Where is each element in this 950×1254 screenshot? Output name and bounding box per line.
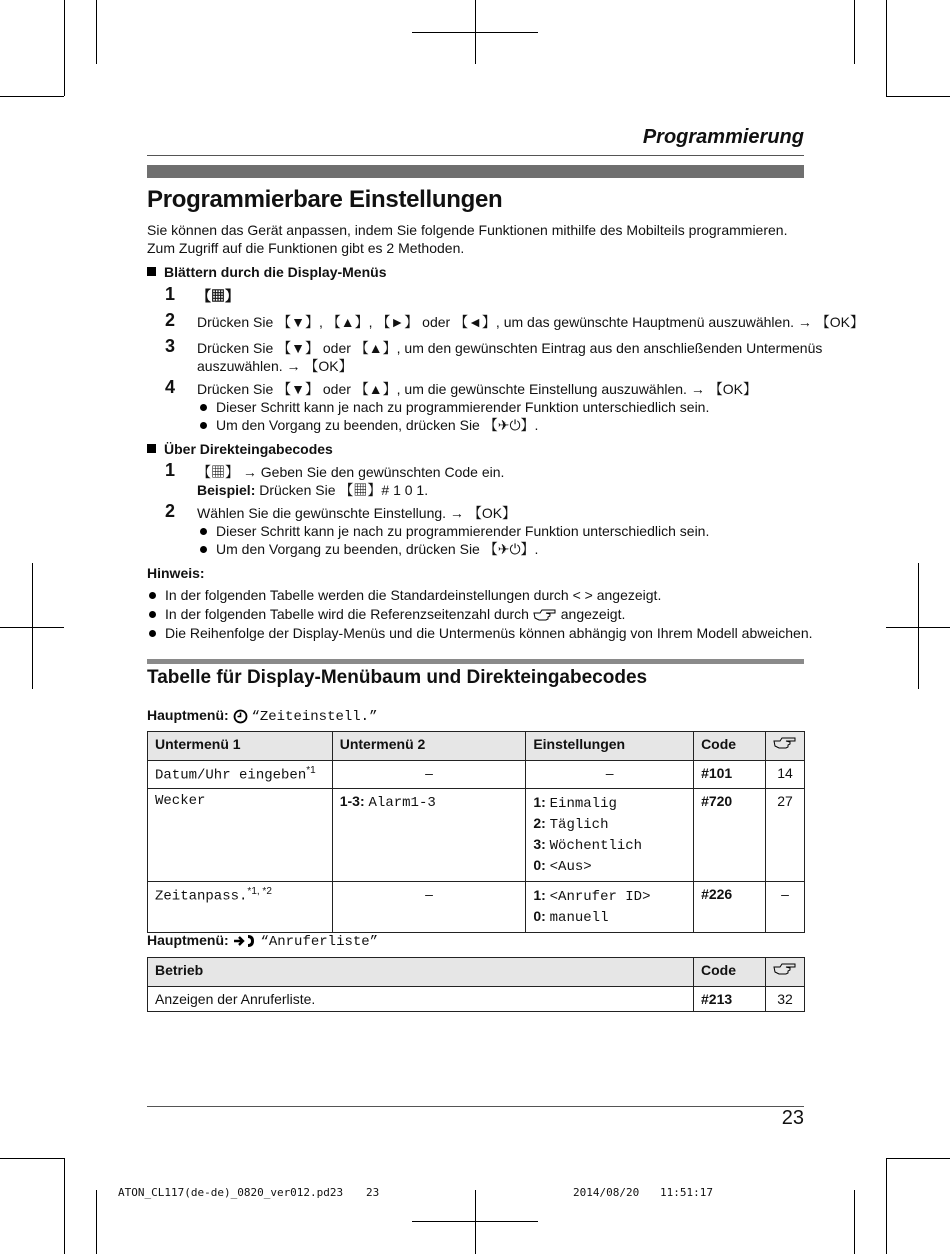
note-heading: Hinweis: — [147, 565, 205, 581]
crop-mark — [0, 64, 96, 65]
incoming-call-icon — [233, 933, 257, 949]
footnote-ref: *1, *2 — [247, 885, 272, 897]
note-bullet-3: Die Reihenfolge der Display-Menüs und die Untermenüs können abhängig von Ihrem Modell abweichen. — [165, 625, 813, 641]
option-text: manuell — [549, 909, 609, 926]
step3-text-cont: auszuwählen. → 【OK】 — [197, 358, 353, 374]
cell-ref: – — [766, 881, 805, 932]
example-text: Drücken Sie 【▦】# 1 0 1. — [259, 482, 429, 498]
bullet-dot — [200, 528, 207, 535]
method2-heading-text: Über Direkteingabecodes — [164, 441, 333, 457]
menu1-label-text: Hauptmenü: — [147, 707, 229, 723]
cell-settings: – — [526, 761, 694, 789]
cell-ref: 27 — [766, 788, 805, 881]
option-text: <Anrufer ID> — [549, 888, 651, 905]
setting-option — [533, 835, 686, 856]
cell-ref: 32 — [766, 987, 805, 1012]
step-number: 1 — [165, 284, 176, 304]
setting-option — [533, 886, 686, 907]
section-header: Programmierung — [642, 126, 804, 148]
bullet-dot — [200, 422, 207, 429]
option-num: 0: — [533, 907, 546, 924]
intro-line-2: Zum Zugriff auf die Funktionen gibt es 2 Methoden. — [147, 240, 465, 256]
crop-mark — [0, 627, 64, 628]
method1-bullet-2: Um den Vorgang zu beenden, drücken Sie 【✈⏻】. — [216, 417, 539, 433]
crop-mark — [854, 0, 855, 64]
menu2-label-text: Hauptmenü: — [147, 932, 229, 948]
option-num: 0: — [533, 856, 546, 873]
page-number: 23 — [781, 1107, 804, 1129]
direct-step1-text: 【▦】 → Geben Sie den gewünschten Code ein. — [197, 464, 505, 480]
method2-bullet-1: Dieser Schritt kann je nach zu programmierender Funktion unterschiedlich sein. — [216, 523, 710, 539]
pointing-hand-icon — [773, 736, 797, 750]
col-header: Einstellungen — [526, 732, 694, 761]
setting-option — [533, 814, 686, 835]
step-number: 4 — [165, 377, 176, 397]
col-header: Betrieb — [148, 958, 694, 987]
option-text: Einmalig — [549, 795, 617, 812]
crop-mark — [0, 96, 64, 97]
menu1-label — [147, 706, 377, 726]
cell-text: Zeitanpass. — [155, 888, 248, 905]
cell-ref: 14 — [766, 761, 805, 789]
cell-sub2: – — [332, 881, 526, 932]
crop-mark — [64, 0, 65, 96]
crop-mark — [886, 627, 950, 628]
menu2-name: “Anruferliste” — [260, 934, 379, 950]
step-number: 2 — [165, 310, 176, 330]
example-label: Beispiel: — [197, 482, 256, 498]
bullet-dot — [200, 546, 207, 553]
crop-mark — [475, 1190, 476, 1254]
note-bullet-2-text: In der folgenden Tabelle wird die Referenzseitenzahl durch — [165, 606, 529, 622]
section2-title: Tabelle für Display-Menübaum und Direkteingabecodes — [147, 667, 648, 688]
method2-bullet-2: Um den Vorgang zu beenden, drücken Sie 【✈⏻】. — [216, 541, 539, 557]
header-rule — [147, 155, 804, 156]
option-text: Täglich — [549, 816, 609, 833]
square-bullet-icon — [147, 444, 156, 453]
crop-mark — [886, 1158, 887, 1254]
col-header: Code — [694, 732, 766, 761]
method2-heading — [147, 440, 333, 458]
title-bar — [147, 165, 804, 178]
col-header-ref — [766, 732, 805, 761]
table-header-row — [148, 732, 805, 761]
step4-text: Drücken Sie 【▼】 oder 【▲】, um die gewünschte Einstellung auszuwählen. → 【OK】 — [197, 381, 757, 397]
option-num: 1: — [533, 886, 546, 903]
step-number: 2 — [165, 501, 176, 521]
crop-mark — [96, 1190, 97, 1254]
footer-file: ATON_CL117(de-de)_0820_ver012.pd23 — [118, 1186, 344, 1199]
intro-line-1: Sie können das Gerät anpassen, indem Sie folgende Funktionen mithilfe des Mobilteils programmieren. — [147, 222, 788, 238]
cell-sub1 — [148, 761, 333, 789]
page-title: Programmierbare Einstellungen — [147, 186, 503, 213]
cell-code: #101 — [694, 761, 766, 789]
bullet-dot — [200, 404, 207, 411]
square-bullet-icon — [147, 267, 156, 276]
menu1-name: “Zeiteinstell.” — [251, 709, 378, 725]
cell-code: #226 — [694, 881, 766, 932]
option-text: <Aus> — [549, 858, 592, 875]
menu2-table — [147, 957, 805, 1012]
footer-page: 23 — [366, 1186, 380, 1199]
bullet-dot — [149, 611, 156, 618]
option-text: Wöchentlich — [549, 837, 643, 854]
direct-step2-text: Wählen Sie die gewünschte Einstellung. → 【OK】 — [197, 505, 517, 521]
footer-date: 2014/08/20 — [573, 1186, 640, 1199]
cell-code: #213 — [694, 987, 766, 1012]
setting-option — [533, 907, 686, 928]
table-row — [148, 881, 805, 932]
cell-code: #720 — [694, 788, 766, 881]
method1-heading — [147, 263, 386, 281]
footer-time: 11:51:17 — [660, 1186, 713, 1199]
col-header: Code — [694, 958, 766, 987]
crop-mark — [886, 96, 950, 97]
table-row — [148, 788, 805, 881]
note-bullet-2 — [165, 605, 625, 623]
step-number: 1 — [165, 460, 176, 480]
crop-mark — [412, 1221, 538, 1222]
pointing-hand-icon — [773, 962, 797, 976]
crop-mark — [886, 1158, 950, 1159]
cell-num: 1-3: — [339, 792, 365, 809]
col-header: Untermenü 1 — [148, 732, 333, 761]
cell-text: Datum/Uhr eingeben — [155, 767, 307, 784]
step1-text: 【▦】 — [197, 288, 239, 304]
table-row — [148, 761, 805, 789]
setting-option — [533, 856, 686, 877]
option-num: 2: — [533, 814, 546, 831]
step3-text: Drücken Sie 【▼】 oder 【▲】, um den gewünschten Eintrag aus den anschließenden Untermenüs — [197, 340, 823, 356]
method1-heading-text: Blättern durch die Display-Menüs — [164, 264, 387, 280]
cell-sub2: – — [332, 761, 526, 789]
menu2-label — [147, 931, 378, 951]
note-bullet-1: In der folgenden Tabelle werden die Standardeinstellungen durch < > angezeigt. — [165, 587, 662, 603]
table-header-row — [148, 958, 805, 987]
crop-mark — [886, 0, 887, 96]
pointing-hand-icon — [533, 608, 557, 622]
example-line — [197, 481, 428, 499]
cell-operation: Anzeigen der Anruferliste. — [148, 987, 694, 1012]
cell-sub1 — [148, 881, 333, 932]
cell-text: Alarm1-3 — [368, 794, 436, 811]
method1-bullet-1: Dieser Schritt kann je nach zu programmierender Funktion unterschiedlich sein. — [216, 399, 710, 415]
step-number: 3 — [165, 336, 176, 356]
cell-settings — [526, 788, 694, 881]
crop-mark — [64, 1158, 65, 1254]
col-header-ref — [766, 958, 805, 987]
section-bar — [147, 659, 804, 664]
table-row — [148, 987, 805, 1012]
cell-sub1: Wecker — [148, 788, 333, 881]
cell-sub2 — [332, 788, 526, 881]
cell-settings — [526, 881, 694, 932]
crop-mark — [0, 1158, 64, 1159]
crop-mark — [96, 0, 97, 64]
footer-rule — [147, 1106, 804, 1107]
option-num: 1: — [533, 793, 546, 810]
step2-text: Drücken Sie 【▼】, 【▲】, 【►】 oder 【◄】, um das gewünschte Hauptmenü auszuwählen. → 【OK】 — [197, 314, 865, 330]
bullet-dot — [149, 630, 156, 637]
crop-mark — [918, 563, 919, 689]
clock-icon — [233, 709, 248, 724]
col-header: Untermenü 2 — [332, 732, 526, 761]
note-bullet-2-tail: angezeigt. — [560, 606, 626, 622]
crop-mark — [854, 1190, 855, 1254]
crop-mark — [32, 563, 33, 689]
setting-option — [533, 793, 686, 814]
option-num: 3: — [533, 835, 546, 852]
bullet-dot — [149, 592, 156, 599]
footnote-ref: *1 — [306, 765, 316, 776]
menu1-table — [147, 731, 805, 933]
crop-mark — [412, 32, 538, 33]
